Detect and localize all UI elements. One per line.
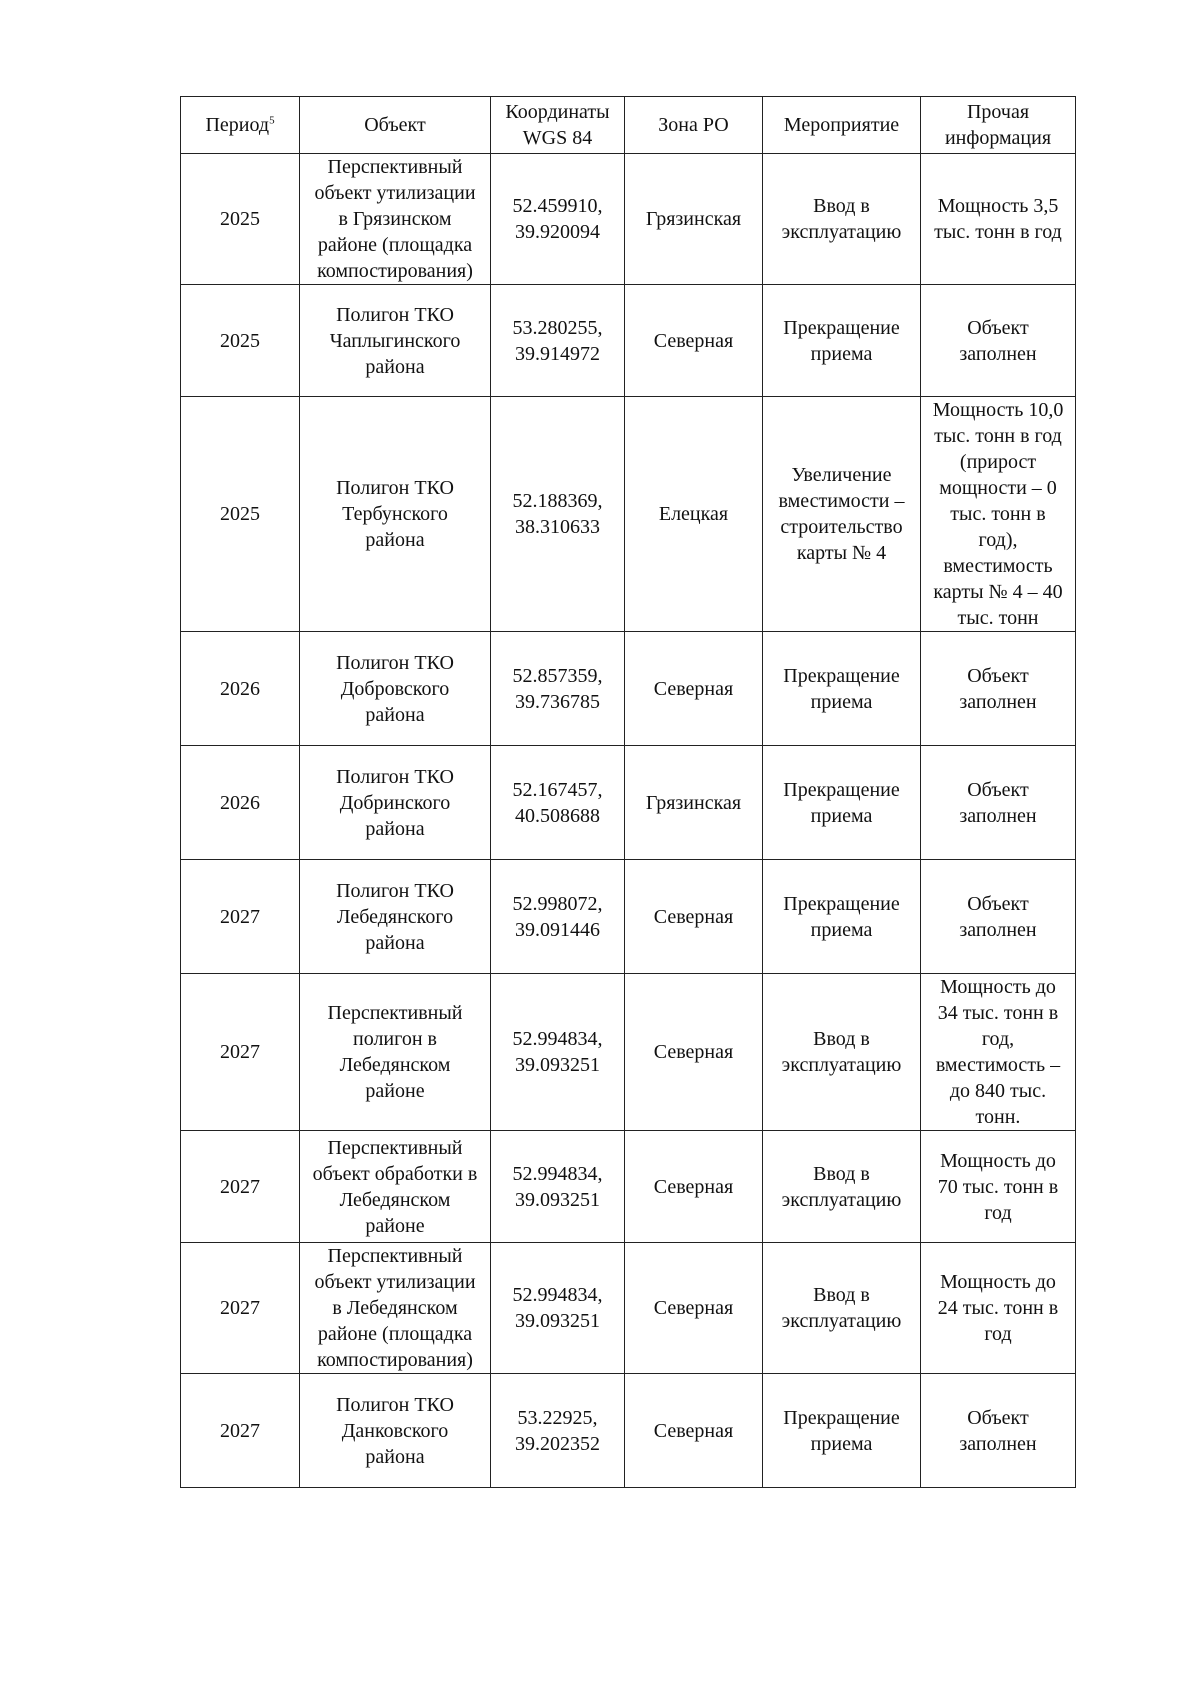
cell-line: Чаплыгинского — [329, 329, 461, 352]
cell-line: 38.310633 — [515, 516, 600, 538]
cell-line: год), — [978, 529, 1018, 551]
cell-line: 39.093251 — [515, 1188, 600, 1211]
cell-coords — [491, 285, 625, 397]
facilities-table — [180, 96, 1076, 1488]
cell-period: 2027 — [181, 1374, 300, 1488]
header-action: Мероприятие — [763, 97, 921, 154]
cell-line: 52.188369, — [512, 490, 603, 512]
cell-line: 53.22925, — [517, 1406, 598, 1429]
cell-line: Увеличение — [791, 464, 892, 486]
cell-object — [300, 632, 491, 746]
cell-info — [921, 285, 1076, 397]
cell-line: 52.994834, — [512, 1028, 603, 1050]
cell-object — [300, 746, 491, 860]
cell-line: Мощность до — [940, 1149, 1056, 1172]
cell-action — [763, 285, 921, 397]
cell-coords — [491, 397, 625, 632]
cell-line: Мощность до — [940, 976, 1056, 998]
cell-line: Лебедянском — [339, 1054, 451, 1076]
table-row — [181, 285, 1076, 397]
cell-line: эксплуатацию — [781, 1054, 902, 1076]
cell-line: Полигон ТКО — [336, 651, 454, 674]
cell-line: района — [365, 931, 425, 954]
cell-action — [763, 154, 921, 285]
cell-period: 2026 — [181, 746, 300, 860]
header-row — [181, 97, 1076, 154]
cell-line: района — [365, 529, 425, 551]
cell-line: 40.508688 — [515, 804, 600, 827]
cell-line: 52.459910, — [512, 195, 603, 217]
cell-line: Мощность до — [940, 1271, 1056, 1293]
cell-info — [921, 154, 1076, 285]
cell-action — [763, 397, 921, 632]
cell-info — [921, 974, 1076, 1131]
cell-coords — [491, 1243, 625, 1374]
cell-line: Полигон ТКО — [336, 879, 454, 902]
cell-action — [763, 1243, 921, 1374]
cell-object — [300, 1374, 491, 1488]
cell-object — [300, 974, 491, 1131]
cell-line: Прекращение — [783, 778, 900, 801]
cell-line: год — [984, 1201, 1012, 1224]
cell-line: района — [365, 817, 425, 840]
cell-line: заполнен — [959, 1432, 1037, 1455]
cell-line: Объект — [967, 1406, 1029, 1429]
cell-info — [921, 632, 1076, 746]
cell-line: 52.998072, — [512, 892, 603, 915]
cell-line: района — [365, 703, 425, 726]
cell-line: заполнен — [959, 342, 1037, 365]
cell-line: 39.736785 — [515, 690, 600, 713]
cell-line: Лебедянском — [339, 1188, 451, 1211]
cell-object — [300, 154, 491, 285]
cell-coords — [491, 860, 625, 974]
cell-line: год — [984, 1323, 1012, 1345]
cell-action — [763, 632, 921, 746]
cell-line: заполнен — [959, 690, 1037, 713]
cell-line: районе (площадка — [317, 234, 473, 256]
cell-zone: Грязинская — [625, 154, 763, 285]
cell-line: заполнен — [959, 918, 1037, 941]
cell-line: Перспективный — [327, 1136, 463, 1159]
cell-line: компостирования) — [317, 260, 473, 282]
table-row — [181, 1374, 1076, 1488]
cell-period: 2025 — [181, 397, 300, 632]
cell-line: Лебедянского — [336, 905, 454, 928]
cell-line: год, — [981, 1028, 1015, 1050]
cell-line: Добровского — [340, 677, 450, 700]
cell-object — [300, 285, 491, 397]
cell-line: тыс. тонн в — [950, 503, 1046, 525]
cell-coords — [491, 1131, 625, 1243]
cell-line: 39.202352 — [515, 1432, 600, 1455]
cell-line: районе (площадка — [317, 1323, 473, 1345]
cell-line: 39.914972 — [515, 342, 600, 365]
cell-line: объект утилизации — [314, 1271, 476, 1293]
cell-line: 24 тыс. тонн в — [937, 1297, 1059, 1319]
cell-line: Данковского — [341, 1419, 449, 1442]
cell-line: 53.280255, — [512, 316, 603, 339]
table-row — [181, 1131, 1076, 1243]
cell-line: строительство — [780, 516, 903, 538]
cell-line: Ввод в — [813, 195, 870, 217]
cell-zone: Северная — [625, 1374, 763, 1488]
cell-line: 52.994834, — [512, 1162, 603, 1185]
cell-line: 39.093251 — [515, 1054, 600, 1076]
cell-line: приема — [810, 342, 873, 365]
cell-info — [921, 397, 1076, 632]
table-row — [181, 632, 1076, 746]
footnote-marker: 5 — [269, 114, 275, 127]
cell-line: карты № 4 – 40 — [933, 581, 1063, 603]
cell-line: полигон в — [353, 1028, 437, 1050]
cell-line: эксплуатацию — [781, 221, 902, 243]
cell-period: 2025 — [181, 154, 300, 285]
cell-line: 39.091446 — [515, 918, 600, 941]
table-row — [181, 1243, 1076, 1374]
cell-line: тыс. тонн — [957, 607, 1039, 629]
cell-action — [763, 974, 921, 1131]
cell-coords — [491, 746, 625, 860]
cell-line: вместимости – — [778, 490, 905, 512]
cell-line: 52.167457, — [512, 778, 603, 801]
cell-period: 2027 — [181, 860, 300, 974]
cell-line: Добринского — [339, 791, 451, 814]
cell-zone: Северная — [625, 1131, 763, 1243]
cell-line: мощности – 0 — [939, 477, 1057, 499]
cell-line: Ввод в — [813, 1162, 870, 1185]
cell-line: Перспективный — [327, 156, 463, 178]
table-row — [181, 397, 1076, 632]
cell-line: приема — [810, 804, 873, 827]
header-period-label: Период — [205, 114, 270, 136]
cell-line: Полигон ТКО — [336, 765, 454, 788]
cell-object — [300, 1243, 491, 1374]
table-row — [181, 860, 1076, 974]
cell-coords — [491, 1374, 625, 1488]
table-row — [181, 154, 1076, 285]
cell-line: Перспективный — [327, 1002, 463, 1024]
cell-line: эксплуатацию — [781, 1188, 902, 1211]
table-row — [181, 974, 1076, 1131]
cell-line: Объект — [967, 664, 1029, 687]
cell-line: в Грязинском — [338, 208, 452, 230]
table-row — [181, 746, 1076, 860]
header-info: Прочая информация — [921, 97, 1076, 154]
cell-line: компостирования) — [317, 1349, 473, 1371]
cell-line: 39.093251 — [515, 1310, 600, 1332]
cell-line: Объект — [967, 316, 1029, 339]
cell-line: Мощность 10,0 — [932, 399, 1064, 421]
cell-line: карты № 4 — [796, 542, 887, 564]
cell-zone: Северная — [625, 974, 763, 1131]
cell-line: (прирост — [959, 451, 1037, 473]
cell-coords — [491, 974, 625, 1131]
cell-line: 34 тыс. тонн в — [937, 1002, 1059, 1024]
cell-action — [763, 860, 921, 974]
cell-zone: Северная — [625, 860, 763, 974]
cell-object — [300, 1131, 491, 1243]
cell-info — [921, 1131, 1076, 1243]
header-period — [181, 97, 300, 154]
cell-period: 2027 — [181, 974, 300, 1131]
cell-action — [763, 1131, 921, 1243]
cell-line: 52.857359, — [512, 664, 603, 687]
header-zone: Зона РО — [625, 97, 763, 154]
cell-line: районе — [365, 1214, 425, 1237]
cell-line: Объект — [967, 778, 1029, 801]
cell-period: 2026 — [181, 632, 300, 746]
cell-line: района — [365, 1445, 425, 1468]
cell-line: вместимость – — [935, 1054, 1061, 1076]
cell-line: Перспективный — [327, 1245, 463, 1267]
cell-zone: Северная — [625, 1243, 763, 1374]
cell-line: Тербунского — [342, 503, 448, 525]
cell-line: 39.920094 — [515, 221, 600, 243]
cell-line: приема — [810, 690, 873, 713]
cell-object — [300, 397, 491, 632]
cell-line: 70 тыс. тонн в — [937, 1175, 1059, 1198]
cell-line: вместимость — [943, 555, 1053, 577]
cell-line: Полигон ТКО — [336, 477, 454, 499]
cell-line: объект утилизации — [314, 182, 476, 204]
cell-line: приема — [810, 918, 873, 941]
table-body — [181, 154, 1076, 1488]
cell-line: Прекращение — [783, 316, 900, 339]
cell-line: Полигон ТКО — [336, 1393, 454, 1416]
cell-info — [921, 1374, 1076, 1488]
cell-zone: Северная — [625, 632, 763, 746]
cell-line: Прекращение — [783, 664, 900, 687]
cell-line: Ввод в — [813, 1028, 870, 1050]
cell-info — [921, 746, 1076, 860]
cell-coords — [491, 154, 625, 285]
cell-line: района — [365, 355, 425, 378]
cell-line: тыс. тонн в год — [934, 425, 1062, 447]
cell-period: 2027 — [181, 1243, 300, 1374]
cell-line: тонн. — [975, 1106, 1021, 1128]
cell-line: объект обработки в — [312, 1162, 478, 1185]
cell-info — [921, 1243, 1076, 1374]
cell-line: Полигон ТКО — [336, 303, 454, 326]
header-object: Объект — [300, 97, 491, 154]
cell-line: районе — [365, 1080, 425, 1102]
cell-line: Мощность 3,5 — [937, 195, 1059, 217]
cell-info — [921, 860, 1076, 974]
cell-line: Объект — [967, 892, 1029, 915]
cell-line: приема — [810, 1432, 873, 1455]
cell-line: тыс. тонн в год — [934, 221, 1062, 243]
cell-line: в Лебедянском — [332, 1297, 458, 1319]
cell-line: Прекращение — [783, 892, 900, 915]
cell-period: 2025 — [181, 285, 300, 397]
cell-line: до 840 тыс. — [949, 1080, 1047, 1102]
cell-object — [300, 860, 491, 974]
header-coords: Координаты WGS 84 — [491, 97, 625, 154]
cell-action — [763, 746, 921, 860]
cell-zone: Елецкая — [625, 397, 763, 632]
cell-line: Прекращение — [783, 1406, 900, 1429]
cell-period: 2027 — [181, 1131, 300, 1243]
cell-action — [763, 1374, 921, 1488]
cell-coords — [491, 632, 625, 746]
cell-line: эксплуатацию — [781, 1310, 902, 1332]
cell-line: заполнен — [959, 804, 1037, 827]
cell-line: 52.994834, — [512, 1284, 603, 1306]
cell-zone: Грязинская — [625, 746, 763, 860]
cell-zone: Северная — [625, 285, 763, 397]
cell-line: Ввод в — [813, 1284, 870, 1306]
